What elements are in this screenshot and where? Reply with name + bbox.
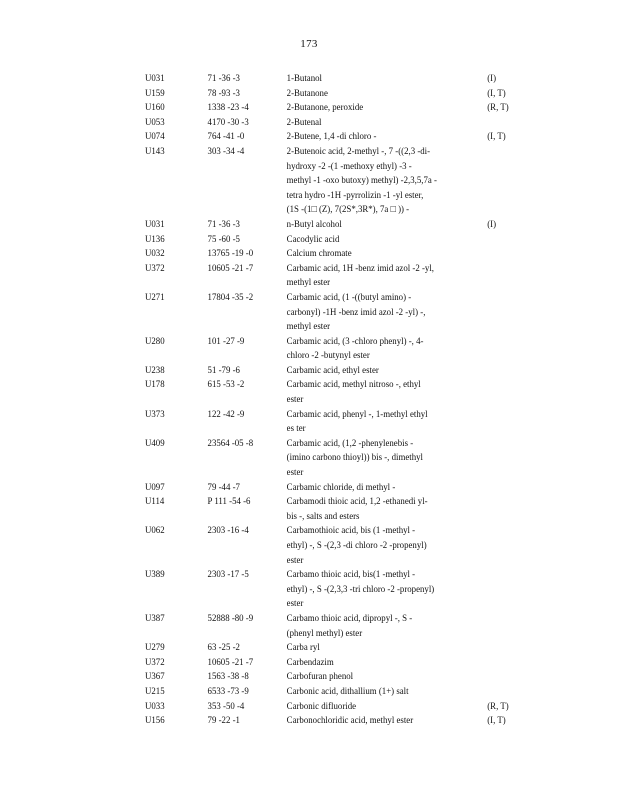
table-row [145, 218, 513, 233]
table-row [145, 335, 513, 364]
substance-name-line: es ter [286, 423, 306, 435]
cas-number: 6533 -73 -9 [207, 685, 249, 697]
cas-number: 52888 -80 -9 [207, 612, 254, 624]
hazard-code: (I, T) [487, 131, 506, 143]
substance-name [287, 656, 484, 671]
substance-name [287, 145, 484, 218]
substance-name-line: 2-Butenal [286, 116, 322, 128]
waste-code: U062 [145, 525, 165, 537]
substance-name-line: ethyl) -, S -(2,3,3 -tri chloro -2 -propenyl) [286, 583, 435, 595]
table-row [145, 714, 513, 729]
substance-name-line: Carbamic acid, phenyl -, 1-methyl ethyl [286, 408, 428, 420]
waste-code: U031 [145, 218, 165, 230]
substance-name-line: Carbamic acid, methyl nitroso -, ethyl [286, 379, 421, 391]
cas-number: 51 -79 -6 [207, 364, 240, 376]
cas-number: 63 -25 -2 [207, 642, 240, 654]
table-row [145, 700, 513, 715]
waste-code: U114 [145, 496, 165, 508]
substance-name-line: Carbamo thioic acid, bis(1 -methyl - [286, 569, 416, 581]
table-row [145, 72, 513, 87]
cas-number: 75 -60 -5 [207, 233, 240, 245]
substance-name-line: tetra hydro -1H -pyrrolizin -1 -yl ester, [286, 189, 424, 201]
table-row [145, 364, 513, 379]
waste-code: U143 [145, 145, 165, 157]
table-row [145, 233, 513, 248]
substance-name [287, 335, 484, 364]
substance-name-line: 1-Butanol [286, 73, 322, 84]
cas-number: 764 -41 -0 [207, 131, 245, 143]
waste-code: U372 [145, 656, 165, 668]
table-row [145, 130, 513, 145]
substance-name-line: ester [286, 598, 304, 610]
cas-number: 79 -44 -7 [207, 481, 240, 493]
substance-name [287, 218, 484, 233]
hazard-code: (I, T) [487, 87, 506, 99]
substance-name-line: Carbamo thioic acid, dipropyl -, S - [286, 612, 413, 624]
cas-number: 78 -93 -3 [207, 87, 240, 99]
table-row [145, 116, 513, 131]
table-row [145, 685, 513, 700]
cas-number: 71 -36 -3 [207, 73, 240, 84]
substance-name-line: Carbamic chloride, di methyl - [286, 481, 396, 493]
cas-number: 10605 -21 -7 [207, 262, 254, 274]
table-row [145, 291, 513, 335]
table-row [145, 641, 513, 656]
waste-code: U389 [145, 569, 165, 581]
substance-name-line: Carba ryl [286, 642, 320, 654]
substance-name-line: methyl -1 -oxo butoxy) methyl) -2,3,5,7a - [286, 175, 437, 187]
table-row [145, 262, 513, 291]
substance-name [287, 262, 484, 291]
cas-number: 17804 -35 -2 [207, 291, 254, 303]
substance-name [287, 641, 484, 656]
table-row [145, 378, 513, 407]
waste-code: U032 [145, 248, 165, 260]
substance-name-line: 2-Butenoic acid, 2-methyl -, 7 -((2,3 -di- [286, 145, 431, 157]
substance-name-line: Carbamic acid, (1 -((butyl amino) - [286, 291, 412, 303]
substance-name-line: Carbonic difluoride [286, 700, 357, 712]
substance-name-line: Carbamic acid, 1H -benz imid azol -2 -yl, [286, 262, 434, 274]
substance-name-line: n-Butyl alcohol [286, 218, 342, 230]
substance-name [287, 670, 484, 685]
waste-code: U238 [145, 364, 165, 376]
waste-code: U271 [145, 291, 165, 303]
hazard-code: (I) [487, 218, 497, 230]
table-row [145, 656, 513, 671]
waste-code: U031 [145, 73, 165, 84]
table-row [145, 247, 513, 262]
waste-code: U074 [145, 131, 165, 143]
waste-code: U136 [145, 233, 165, 245]
table-row [145, 524, 513, 568]
substance-name-line: ester [286, 394, 304, 406]
substance-name-line: 2-Butene, 1,4 -di chloro - [286, 131, 377, 143]
substance-name [287, 481, 484, 496]
table-row [145, 568, 513, 612]
substance-name [287, 685, 484, 700]
substance-name-line: carbonyl) -1H -benz imid azol -2 -yl) -, [286, 306, 426, 318]
cas-number: 13765 -19 -0 [207, 248, 254, 260]
substance-name [287, 700, 484, 715]
substance-name-line: 2-Butanone [286, 87, 328, 99]
table-row [145, 145, 513, 218]
substance-name-line: Carbonic acid, dithallium (1+) salt [286, 685, 409, 697]
cas-number: 4170 -30 -3 [207, 116, 249, 128]
cas-number: 615 -53 -2 [207, 379, 245, 391]
cas-number: P 111 -54 -6 [207, 496, 251, 508]
substance-name-line: (imino carbono thioyl)) bis -, dimethyl [286, 452, 423, 464]
cas-number: 353 -50 -4 [207, 700, 245, 712]
substance-name-line: hydroxy -2 -(1 -methoxy ethyl) -3 - [286, 160, 412, 172]
substance-name-line: Carbamic acid, ethyl ester [286, 364, 379, 376]
waste-code: U373 [145, 408, 165, 420]
substance-name [287, 408, 484, 437]
table-row [145, 670, 513, 685]
substance-name-line: bis -, salts and esters [286, 510, 360, 522]
substance-name [287, 495, 484, 524]
waste-code: U033 [145, 700, 165, 712]
substance-name-line: Carbamodi thioic acid, 1,2 -ethanedi yl- [286, 496, 428, 508]
substance-name [287, 364, 484, 379]
table-row [145, 437, 513, 481]
waste-code: U387 [145, 612, 165, 624]
cas-number: 303 -34 -4 [207, 145, 245, 157]
substance-name-line: ester [286, 467, 304, 479]
hazard-code: (I) [487, 73, 497, 84]
substance-name [287, 378, 484, 407]
substance-name-line: Calcium chromate [286, 248, 352, 260]
substance-name [287, 87, 484, 102]
substance-name [287, 116, 484, 131]
waste-code: U156 [145, 715, 165, 727]
cas-number: 1338 -23 -4 [207, 102, 249, 114]
substance-name-line: chloro -2 -butynyl ester [286, 350, 370, 362]
waste-code: U097 [145, 481, 165, 493]
hazard-code: (I, T) [487, 715, 506, 727]
cas-number: 101 -27 -9 [207, 335, 245, 347]
substance-name-line: ester [286, 554, 304, 566]
waste-code: U178 [145, 379, 165, 391]
waste-code: U215 [145, 685, 165, 697]
substance-name-line: Carbonochloridic acid, methyl ester [286, 715, 414, 727]
page-number: 173 [300, 38, 318, 50]
substance-name [287, 612, 484, 641]
cas-number: 10605 -21 -7 [207, 656, 254, 668]
substance-name [287, 101, 484, 116]
table-row [145, 87, 513, 102]
substance-name-line: Carbamic acid, (1,2 -phenylenebis - [286, 437, 414, 449]
cas-number: 1563 -38 -8 [207, 671, 249, 683]
hazardous-waste-table [145, 72, 513, 729]
substance-name [287, 233, 484, 248]
cas-number: 122 -42 -9 [207, 408, 245, 420]
waste-code: U372 [145, 262, 165, 274]
cas-number: 23564 -05 -8 [207, 437, 254, 449]
table-row [145, 101, 513, 116]
substance-name [287, 247, 484, 262]
substance-name-line: Carbamothioic acid, bis (1 -methyl - [286, 525, 416, 537]
substance-name [287, 437, 484, 481]
hazard-code: (R, T) [487, 700, 509, 712]
substance-name-line: Cacodylic acid [286, 233, 340, 245]
waste-code: U159 [145, 87, 165, 99]
table-row [145, 481, 513, 496]
substance-name [287, 524, 484, 568]
substance-name [287, 291, 484, 335]
table-row [145, 495, 513, 524]
substance-name-line: (1S -(1□ (Z), 7(2S*,3R*), 7a □ )) - [286, 204, 410, 216]
substance-name-line: Carbamic acid, (3 -chloro phenyl) -, 4- [286, 335, 424, 347]
table-row [145, 612, 513, 641]
cas-number: 2303 -17 -5 [207, 569, 249, 581]
waste-code: U279 [145, 642, 165, 654]
substance-name-line: Carbofuran phenol [286, 671, 354, 683]
waste-code: U367 [145, 671, 165, 683]
waste-code: U409 [145, 437, 165, 449]
cas-number: 79 -22 -1 [207, 715, 240, 727]
cas-number: 2303 -16 -4 [207, 525, 249, 537]
substance-name-line: methyl ester [286, 321, 331, 333]
substance-name-line: (phenyl methyl) ester [286, 627, 363, 639]
hazard-code: (R, T) [487, 102, 509, 114]
substance-name [287, 714, 484, 729]
cas-number: 71 -36 -3 [207, 218, 240, 230]
substance-name-line: 2-Butanone, peroxide [286, 102, 364, 114]
substance-name [287, 72, 484, 87]
substance-name-line: methyl ester [286, 277, 331, 289]
table-row [145, 408, 513, 437]
substance-name-line: Carbendazim [286, 656, 334, 668]
substance-name-line: ethyl) -, S -(2,3 -di chloro -2 -propenyl) [286, 540, 427, 551]
waste-code: U280 [145, 335, 165, 347]
waste-code: U160 [145, 102, 165, 114]
waste-code: U053 [145, 116, 165, 128]
substance-name [287, 130, 484, 145]
substance-name [287, 568, 484, 612]
